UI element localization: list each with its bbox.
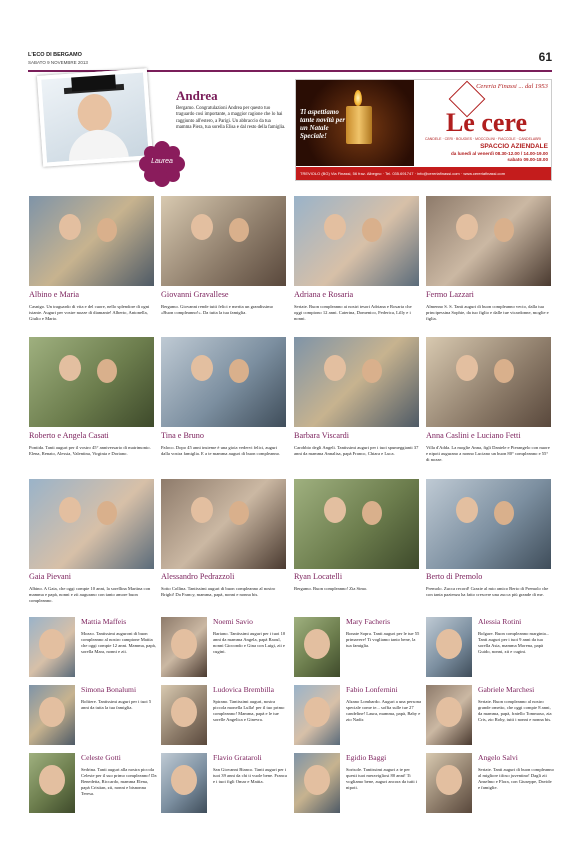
person-figure xyxy=(304,697,330,727)
greeting-photo xyxy=(29,196,154,286)
ad-hours-weekday: da lunedì al venerdì 08.30-12.00 / 14.00-19.00 xyxy=(450,151,548,156)
greeting-name: Celeste Gotti xyxy=(81,753,121,762)
feature-photo xyxy=(37,68,153,166)
ad-slogan: Ti aspettiamo tante novità per un Natale Speciale! xyxy=(300,108,346,140)
greeting-name: Fermo Lazzari xyxy=(426,290,474,299)
greeting-text: Premolo. Zucca record! Grazie al mio amico Berto di Premolo che con tanta pazienza ha fatto crescere una zucca più grande di me. xyxy=(426,586,549,597)
ad-spaccio: SPACCIO AZIENDALE xyxy=(480,143,548,150)
ad-footer: TREVIOLO (BG) Via Finassi, 56 fraz. Albegno · Tel. 035.691747 · info@cereriafinassi.com · www.cereriafinassi.com xyxy=(296,167,551,180)
greeting-name: Fabio Lonfernini xyxy=(346,685,398,694)
person-figure xyxy=(39,629,65,659)
greeting-name: Ryan Locatelli xyxy=(294,572,343,581)
greeting-text: Paloco. Dopo 45 anni insieme è una gioia vedervi felici, auguri dalla vostra famiglia. E a te mamma auguri di buon compleanno. xyxy=(161,445,281,456)
person-figure xyxy=(39,697,65,727)
greeting-text: Bolgare. Buon compleanno marginta... Tanti auguri per i tuoi 9 anni da tua sorella Asia, mamma Morena, papà Guido, nonni, zii e cugini. xyxy=(478,631,550,654)
person-figure xyxy=(362,501,382,525)
greeting-photo xyxy=(426,617,472,677)
greeting-photo xyxy=(161,685,207,745)
greeting-text: Sedrina. Tanti auguri alla nostra piccola Celeste per il suo primo compleanno! Da Benedetta, Riccardo, mamma Elena, papà Cristian, zii, nonni e bisnonna Teresa. xyxy=(81,767,157,796)
greeting-photo xyxy=(29,753,75,813)
greeting-photo xyxy=(29,337,154,427)
person-figure xyxy=(59,497,81,523)
greeting-photo xyxy=(161,337,286,427)
greeting-name: Mary Facheris xyxy=(346,617,391,626)
person-figure xyxy=(97,359,117,383)
greeting-text: Sorisole. Tantissimi auguri a te per questi tuoi meravigliosi 80 anni! Ti vogliamo bene, auguri ancora da tutti i nipoti. xyxy=(346,767,418,790)
person-figure xyxy=(494,218,514,242)
greeting-name: Giovanni Gravallese xyxy=(161,290,229,299)
greeting-name: Noemi Savio xyxy=(213,617,253,626)
person-figure xyxy=(324,355,346,381)
ad-products: CANDELE · CERI · BOUGIES · MOCCOLINI · FIACCOLE · CANDELABRI xyxy=(424,137,542,141)
greeting-photo xyxy=(294,685,340,745)
greeting-name: Mattia Maffeis xyxy=(81,617,127,626)
person-figure xyxy=(324,497,346,523)
person-figure xyxy=(171,629,197,659)
ad-cereria: Cereria Finassi ... dal 1953 xyxy=(476,83,548,90)
greeting-text: Almenno S. S. Tanti auguri di buon compleanno vecio, dalla tua principessina Sophie, da tuo figlio e dalle tue vicardonne, moglie e figlia. xyxy=(426,304,549,321)
greeting-photo xyxy=(426,685,472,745)
laurea-badge-label: Laurea xyxy=(151,158,173,165)
person-figure xyxy=(436,765,462,795)
person-figure xyxy=(229,501,249,525)
greeting-photo xyxy=(29,479,154,569)
greeting-text: Villa d'Adda. La moglie Anna, figli Daniele e Pierangelo con nuore e nipoti augurano a nonno Luciano un buon 80° compleanno e 55° di nozze. xyxy=(426,445,550,462)
person-figure xyxy=(456,497,478,523)
greeting-name: Anna Caslini e Luciano Fetti xyxy=(426,431,521,440)
person-figure xyxy=(436,629,462,659)
page-header xyxy=(28,52,552,72)
greeting-photo xyxy=(294,617,340,677)
person-figure xyxy=(97,218,117,242)
greeting-photo xyxy=(426,479,551,569)
person-figure xyxy=(436,697,462,727)
greeting-photo xyxy=(294,753,340,813)
greeting-photo xyxy=(426,753,472,813)
greeting-photo xyxy=(294,337,419,427)
person-figure xyxy=(362,359,382,383)
greeting-name: Ludovica Brembilla xyxy=(213,685,274,694)
person-figure xyxy=(304,629,330,659)
greeting-name: Angelo Salvi xyxy=(478,753,518,762)
person-figure xyxy=(39,765,65,795)
greeting-name: Roberto e Angela Casati xyxy=(29,431,109,440)
greeting-text: Bergamo. Buon compleanno! Zia Simo. xyxy=(294,586,368,591)
person-figure xyxy=(191,214,213,240)
greeting-text: Seriate. Buon compleanno al nostro grande ometto, che oggi compie 8 anni, da mamma, papà, fratello Tommaso, zia Cris, zio Roby, tutti i nonni e nonna bis. xyxy=(478,699,552,722)
page-number: 61 xyxy=(538,50,552,64)
greeting-text: Albino. A Gaia, che oggi compie 10 anni, la sorellina Martina con mamma e papà, nonni e zii augurano con tanto amore buon compleanno. xyxy=(29,586,151,603)
feature-text: Bergamo. Congratulazioni Andrea per questo tuo traguardo così importante, a maggior ragione che lo hai raggiunto all'estero, a Parigi. Un abbraccio da tua mamma Piera, tua sorella Elisa e dal resto della famiglia. xyxy=(176,106,286,130)
greeting-name: Simona Bonalumi xyxy=(81,685,137,694)
person-figure xyxy=(494,501,514,525)
person-figure xyxy=(362,218,382,242)
greeting-text: Seriate. Tanti auguri di buon compleanno al migliore tifoso juventino! Dagli zii Anselmo e Flora, con Giuseppe, Davide e famiglie. xyxy=(478,767,554,790)
greeting-text: Mozzo. Tantissimi auguroni di buon compleanno al nostro campione Mattia che oggi compie 12 anni. Mamma, papà, sorella Mara, nonni e zii. xyxy=(81,631,156,654)
greeting-name: Flavio Grataroli xyxy=(213,753,262,762)
greeting-name: Barbara Viscardi xyxy=(294,431,350,440)
greeting-text: Bariano. Tantissimi auguri per i tuoi 10 anni da mamma Angela, papà Raoul, nonni Giocondo e Gina con Luigi, zii e cugini. xyxy=(213,631,286,654)
greeting-photo xyxy=(426,337,551,427)
greeting-photo xyxy=(29,617,75,677)
greeting-name: Adriana e Rosaria xyxy=(294,290,354,299)
greeting-name: Berto di Premolo xyxy=(426,572,483,581)
flame-icon xyxy=(354,90,362,106)
person-figure xyxy=(191,355,213,381)
person-figure xyxy=(324,214,346,240)
person-figure xyxy=(229,359,249,383)
ad-brand: Le cere xyxy=(445,108,528,137)
publication-name: L'ECO DI BERGAMO xyxy=(28,52,82,58)
greeting-photo xyxy=(426,196,551,286)
greeting-photo xyxy=(161,196,286,286)
laurea-badge-label-wrap xyxy=(138,140,186,188)
feature-name: Andrea xyxy=(176,88,218,103)
person-figure xyxy=(494,359,514,383)
greeting-text: Seriate. Buon compleanno ai nostri tesori Adriana e Rosaria che oggi compiono 12 anni. Caterina, Domenico, Federica, Lilly e i nonni. xyxy=(294,304,412,321)
person-figure xyxy=(456,355,478,381)
greeting-photo xyxy=(161,617,207,677)
ad-hours-saturday: sabato 09.00-18.00 xyxy=(507,156,548,162)
greeting-photo xyxy=(161,753,207,813)
ad-hours xyxy=(418,151,548,162)
greeting-text: Bonate Sopra. Tanti auguri per le tue 55 primavere! Ti vogliamo tanto bene, la tua famiglia. xyxy=(346,631,420,648)
greeting-name: Gaia Pievani xyxy=(29,572,72,581)
greeting-text: Spirano. Tantissimi auguri, nostra piccola monella Lulla! per il tuo primo compleanno! Mamma, papà e le tue sorelle Angelica e Ginevra. xyxy=(213,699,285,722)
greeting-photo xyxy=(29,685,75,745)
greeting-photo xyxy=(294,196,419,286)
cereria-advertisement[interactable] xyxy=(295,79,552,181)
greeting-name: Alessia Rotini xyxy=(478,617,522,626)
greeting-name: Gabriele Marchesi xyxy=(478,685,535,694)
greeting-name: Albino e Maria xyxy=(29,290,80,299)
person-figure xyxy=(97,501,117,525)
issue-date: SABATO 9 NOVEMBRE 2013 xyxy=(28,60,88,65)
person-figure xyxy=(191,497,213,523)
greeting-text: Boltiere. Tantissimi auguri per i tuoi 5 anni da tutta la tua famiglia. xyxy=(81,699,152,710)
greeting-text: Casnigo. Un traguardo di vita e del cuore, nello splendore di ogni istante. Auguri per vostre nozze di diamante! Alberto, Antonella, Giulio e Mario. xyxy=(29,304,150,321)
person-figure xyxy=(59,355,81,381)
greeting-name: Egidio Baggi xyxy=(346,753,387,762)
greeting-text: Bergamo. Giovanni rende tutti felici e merita un grandissimo «Buon compleanno!». Da tutta la tua famiglia. xyxy=(161,304,274,315)
ad-candle-photo xyxy=(296,80,414,166)
greeting-text: Pontida. Tanti auguri per il vostro 45° anniversario di matrimonio. Elena, Renato, Alessia, Valentina, Virginia e Doriano. xyxy=(29,445,151,456)
person-figure xyxy=(171,697,197,727)
greeting-text: Sotto Collina. Tantissimi auguri di buon compleanno al nostro Brighi! Da Francy, mamma, papà, nonni e nonna bis. xyxy=(161,586,276,597)
greeting-text: Alzano Lombardo. Auguri a una persona speciale come te... soffia sulle tue 27 candeline! Laura, mamma, papà, Baby e zio Nadir. xyxy=(346,699,422,722)
greeting-text: San Giovanni Bianco. Tanti auguri per i tuoi 39 anni da chi ti vuole bene. Franca e i tuoi figli Omar e Mattia. xyxy=(213,767,287,784)
person-figure xyxy=(456,214,478,240)
person-figure xyxy=(59,214,81,240)
person-figure xyxy=(304,765,330,795)
greeting-text: Carobbio degli Angeli. Tantissimi auguri per i tuoi spumeggianti 37 anni da mamma Annalisa, papà Franco, Chiara e Luca. xyxy=(294,445,419,456)
greeting-photo xyxy=(294,479,419,569)
greeting-photo xyxy=(161,479,286,569)
greeting-name: Tina e Bruno xyxy=(161,431,204,440)
person-figure xyxy=(171,765,197,795)
person-figure xyxy=(229,218,249,242)
greeting-name: Alessandro Pedrazzoli xyxy=(161,572,235,581)
